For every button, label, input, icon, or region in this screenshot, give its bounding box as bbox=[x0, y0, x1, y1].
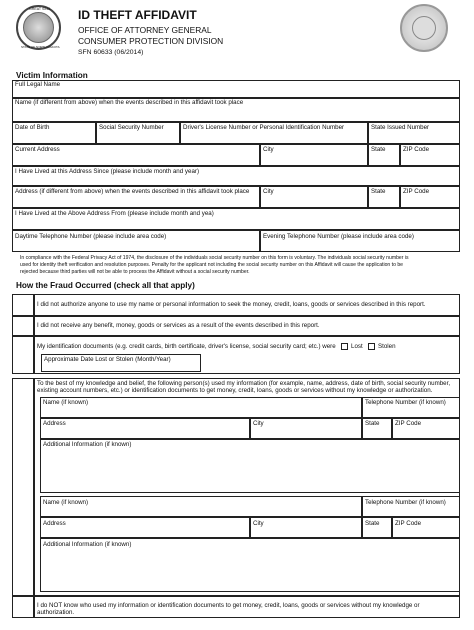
suspect1-address-field[interactable] bbox=[40, 418, 250, 439]
current-address-label: Current Address bbox=[15, 146, 60, 153]
stolen-checkbox[interactable] bbox=[368, 343, 375, 350]
suspect1-city-field[interactable] bbox=[250, 418, 362, 439]
knowledge-text-line2: existing account numbers, etc.) or identification documents to get money, credit, loans, goods or services without my knowledge or authorization. bbox=[37, 387, 433, 394]
addr-diff-zip-label: ZIP Code bbox=[403, 188, 430, 195]
addr-diff-city-field[interactable] bbox=[260, 186, 368, 208]
eve-phone-label: Evening Telephone Number (please include area code) bbox=[263, 233, 414, 240]
city-label: City bbox=[263, 146, 274, 153]
ag-badge-seal bbox=[400, 4, 448, 52]
form-number: SFN 60633 (06/2014) bbox=[78, 49, 144, 56]
suspect2-city-field[interactable] bbox=[250, 517, 362, 538]
addr-diff-city-label: City bbox=[263, 188, 274, 195]
zip-label: ZIP Code bbox=[403, 146, 430, 153]
not-know-text-line2: authorization. bbox=[37, 609, 75, 616]
fraud-checkbox-2[interactable] bbox=[12, 316, 34, 336]
addr-diff-state-label: State bbox=[371, 188, 386, 195]
victim-section-title: Victim Information bbox=[16, 71, 88, 80]
suspect1-name-label: Name (if known) bbox=[43, 399, 89, 406]
name-diff-label: Name (if different from above) when the events described in this affidavit took place bbox=[15, 99, 244, 106]
suspect2-name-label: Name (if known) bbox=[43, 499, 89, 506]
suspect2-phone-label: Telephone Number (if known) bbox=[365, 499, 446, 506]
division-name: CONSUMER PROTECTION DIVISION bbox=[78, 36, 224, 46]
fraud-section-title: How the Fraud Occurred (check all that apply) bbox=[16, 281, 195, 290]
suspect2-address-label: Address bbox=[43, 520, 66, 527]
knowledge-text-line1: To the best of my knowledge and belief, the following person(s) used my information (for example, name, address, date of birth, social security number, bbox=[37, 380, 451, 387]
fraud-option-2-text: I did not receive any benefit, money, goods or services as a result of the events described in this report. bbox=[37, 322, 320, 329]
suspect2-additional-label: Additional Information (if known) bbox=[43, 541, 132, 548]
fraud-checkbox-1[interactable] bbox=[12, 294, 34, 316]
city-field[interactable] bbox=[260, 144, 368, 166]
suspect1-state-label: State bbox=[365, 420, 380, 427]
lived-from-label: I Have Lived at the Above Address From (please include month and yea) bbox=[15, 210, 214, 217]
dl-label: Driver's License Number or Personal Identification Number bbox=[183, 124, 345, 131]
privacy-notice-line3: rejected because third parties will not be able to process the Affidavit without a social security number. bbox=[20, 269, 250, 275]
fraud-option-3-text: My identification documents (e.g. credit cards, birth certificate, driver's license, social security card; etc.) were bbox=[37, 343, 336, 350]
suspect1-address-label: Address bbox=[43, 420, 66, 427]
fraud-checkbox-4[interactable] bbox=[12, 378, 34, 596]
state-issued-label: State Issued Number bbox=[371, 124, 430, 131]
addr-diff-label: Address (if different from above) when the events described in this affidavit took place bbox=[15, 188, 250, 195]
seal-bottom-text: STATE OF NORTH DAKOTA bbox=[21, 45, 60, 49]
fraud-checkbox-3[interactable] bbox=[12, 336, 34, 374]
suspect2-state-label: State bbox=[365, 520, 380, 527]
day-phone-label: Daytime Telephone Number (please include area code) bbox=[15, 233, 167, 240]
full-name-field[interactable] bbox=[12, 80, 460, 98]
suspect1-city-label: City bbox=[253, 420, 264, 427]
fraud-checkbox-5[interactable] bbox=[12, 596, 34, 618]
suspect1-additional-label: Additional Information (if known) bbox=[43, 441, 132, 448]
lived-since-label: I Have Lived at this Address Since (please include month and year) bbox=[15, 168, 200, 175]
fraud-option-1-text: I did not authorize anyone to use my name or personal information to seek the money, credit, loans, goods or services described in this report. bbox=[37, 301, 426, 308]
state-seal-left bbox=[16, 5, 61, 50]
office-name: OFFICE OF ATTORNEY GENERAL bbox=[78, 25, 212, 35]
seal-top-text: GREAT SEAL bbox=[29, 7, 52, 11]
suspect1-name-field[interactable] bbox=[40, 397, 362, 418]
suspect2-address-field[interactable] bbox=[40, 517, 250, 538]
suspect2-city-label: City bbox=[253, 520, 264, 527]
lost-checkbox[interactable] bbox=[341, 343, 348, 350]
not-know-text-line1: I do NOT know who used my information or identification documents to get money, credit, loans, goods or services without my knowledge or bbox=[37, 602, 420, 609]
lost-label: Lost bbox=[351, 343, 363, 350]
form-title: ID THEFT AFFIDAVIT bbox=[78, 8, 197, 22]
privacy-notice-line2: used for identity theft verification and resolution purposes. Penalty for the applicant not including the social security number on this Affidavit will cause the application to be bbox=[20, 262, 404, 268]
suspect2-zip-label: ZIP Code bbox=[395, 520, 422, 527]
suspect2-name-field[interactable] bbox=[40, 496, 362, 517]
ssn-label: Social Security Number bbox=[99, 124, 164, 131]
privacy-notice-line1: In compliance with the Federal Privacy Act of 1974, the disclosure of the individuals social security number on this form is voluntary. The individuals social security number is bbox=[20, 255, 409, 261]
suspect1-zip-label: ZIP Code bbox=[395, 420, 422, 427]
suspect1-phone-label: Telephone Number (if known) bbox=[365, 399, 446, 406]
full-name-label: Full Legal Name bbox=[15, 81, 61, 88]
approx-date-label: Approximate Date Lost or Stolen (Month/Year) bbox=[44, 356, 171, 363]
state-label: State bbox=[371, 146, 386, 153]
stolen-label: Stolen bbox=[378, 343, 396, 350]
dob-label: Date of Birth bbox=[15, 124, 50, 131]
